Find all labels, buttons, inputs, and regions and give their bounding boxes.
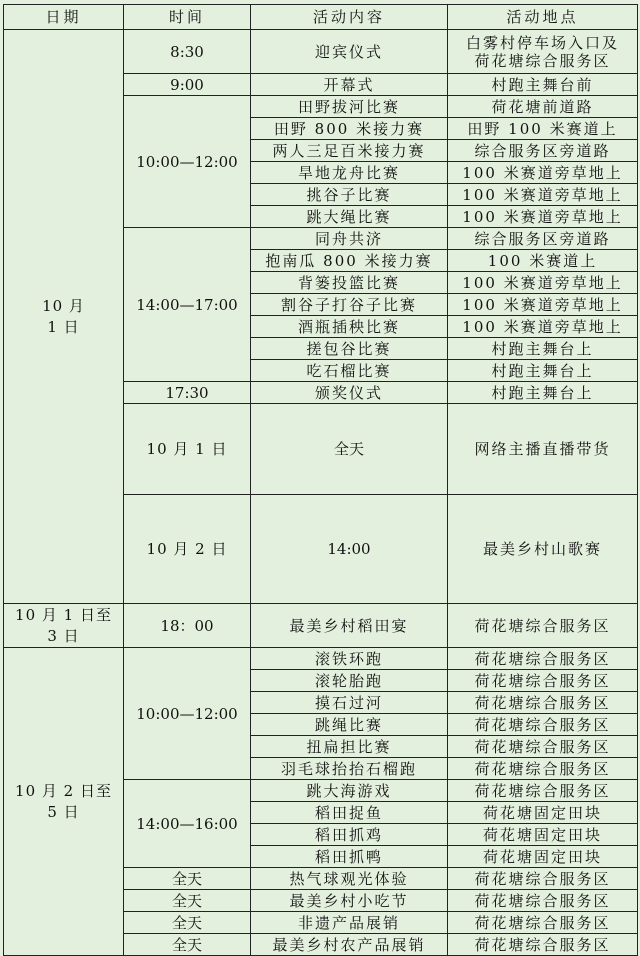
activity-cell: 同舟共济: [251, 228, 448, 250]
activity-cell: 稻田抓鸭: [251, 846, 448, 868]
activity-cell: 热气球观光体验: [251, 868, 448, 890]
location-cell: 荷花塘综合服务区: [448, 934, 638, 956]
activity-cell: 田野 800 米接力赛: [251, 118, 448, 140]
activity-cell: 羽毛球抬抬石榴跑: [251, 758, 448, 780]
header-location: 活动地点: [448, 5, 638, 30]
schedule-table: [3, 4, 638, 956]
time-cell: 10:00—12:00: [124, 648, 251, 780]
table-row: [4, 604, 638, 648]
activity-cell: 稻田抓鸡: [251, 824, 448, 846]
activity-cell: 最美乡村农产品展销: [251, 934, 448, 956]
location-cell: 荷花塘固定田块: [448, 802, 638, 824]
time-cell: 18：00: [124, 604, 251, 648]
header-date: 日期: [4, 5, 124, 30]
activity-cell: 最美乡村小吃节: [251, 890, 448, 912]
location-cell: 综合服务区旁道路: [448, 228, 638, 250]
activity-cell: 抱南瓜 800 米接力赛: [251, 250, 448, 272]
location-cell: 荷花塘综合服务区: [448, 736, 638, 758]
location-cell: 村跑主舞台上: [448, 360, 638, 382]
location-cell: 村跑主舞台上: [448, 338, 638, 360]
activity-cell: 开幕式: [251, 74, 448, 96]
header-activity: 活动内容: [251, 5, 448, 30]
location-cell: 100 米赛道上: [448, 250, 638, 272]
activity-cell: 滚铁环跑: [251, 648, 448, 670]
location-cell: 白雾村停车场入口及 荷花塘综合服务区: [448, 30, 638, 74]
time-cell: 17:30: [124, 382, 251, 404]
activity-cell: 最美乡村稻田宴: [251, 604, 448, 648]
time-cell: 14:00—16:00: [124, 780, 251, 868]
activity-cell: 最美乡村山歌赛: [448, 495, 638, 604]
time-cell: 全天: [124, 934, 251, 956]
date-cell: 10 月 1 日至 3 日: [4, 604, 124, 648]
location-cell: 荷花塘固定田块: [448, 846, 638, 868]
header-time: 时间: [124, 5, 251, 30]
activity-cell: 网络主播直播带货: [448, 404, 638, 495]
activity-cell: 两人三足百米接力赛: [251, 140, 448, 162]
time-cell: 全天: [124, 868, 251, 890]
time-cell: 14:00—17:00: [124, 228, 251, 382]
location-cell: 100 米赛道旁草地上: [448, 206, 638, 228]
activity-cell: 酒瓶插秧比赛: [251, 316, 448, 338]
activity-cell: 滚轮胎跑: [251, 670, 448, 692]
header-row: [4, 5, 638, 30]
time-cell: 全天: [124, 890, 251, 912]
date-cell: 10 月 1 日: [124, 404, 251, 495]
date-cell: 10 月 1 日: [4, 30, 124, 604]
location-cell: 100 米赛道旁草地上: [448, 184, 638, 206]
time-cell: 全天: [251, 404, 448, 495]
location-cell: 荷花塘综合服务区: [448, 912, 638, 934]
location-cell: 荷花塘综合服务区: [448, 780, 638, 802]
activity-cell: 颁奖仪式: [251, 382, 448, 404]
time-cell: 8:30: [124, 30, 251, 74]
time-cell: 14:00: [251, 495, 448, 604]
activity-cell: 扭扁担比赛: [251, 736, 448, 758]
activity-cell: 搓包谷比赛: [251, 338, 448, 360]
activity-cell: 跳绳比赛: [251, 714, 448, 736]
location-cell: 荷花塘综合服务区: [448, 868, 638, 890]
location-cell: 100 米赛道旁草地上: [448, 272, 638, 294]
activity-cell: 跳大绳比赛: [251, 206, 448, 228]
time-cell: 全天: [124, 912, 251, 934]
activity-cell: 挑谷子比赛: [251, 184, 448, 206]
location-cell: 100 米赛道旁草地上: [448, 294, 638, 316]
location-cell: 荷花塘综合服务区: [448, 758, 638, 780]
location-cell: 村跑主舞台前: [448, 74, 638, 96]
date-cell: 10 月 2 日至 5 日: [4, 648, 124, 956]
activity-cell: 迎宾仪式: [251, 30, 448, 74]
location-cell: 荷花塘综合服务区: [448, 890, 638, 912]
time-cell: 9:00: [124, 74, 251, 96]
table-row: [4, 648, 638, 670]
activity-cell: 吃石榴比赛: [251, 360, 448, 382]
location-cell: 综合服务区旁道路: [448, 140, 638, 162]
location-cell: 荷花塘综合服务区: [448, 714, 638, 736]
location-cell: 田野 100 米赛道上: [448, 118, 638, 140]
location-cell: 荷花塘固定田块: [448, 824, 638, 846]
location-cell: 荷花塘综合服务区: [448, 670, 638, 692]
location-cell: 村跑主舞台上: [448, 382, 638, 404]
activity-cell: 稻田捉鱼: [251, 802, 448, 824]
activity-cell: 摸石过河: [251, 692, 448, 714]
location-cell: 荷花塘综合服务区: [448, 692, 638, 714]
activity-cell: 背篓投篮比赛: [251, 272, 448, 294]
location-cell: 100 米赛道旁草地上: [448, 162, 638, 184]
activity-cell: 跳大海游戏: [251, 780, 448, 802]
location-cell: 荷花塘综合服务区: [448, 604, 638, 648]
activity-cell: 田野拔河比赛: [251, 96, 448, 118]
location-cell: 100 米赛道旁草地上: [448, 316, 638, 338]
time-cell: 10:00—12:00: [124, 96, 251, 228]
activity-cell: 旱地龙舟比赛: [251, 162, 448, 184]
date-cell: 10 月 2 日: [124, 495, 251, 604]
activity-cell: 割谷子打谷子比赛: [251, 294, 448, 316]
activity-cell: 非遗产品展销: [251, 912, 448, 934]
table-row: [4, 30, 638, 74]
location-cell: 荷花塘前道路: [448, 96, 638, 118]
location-cell: 荷花塘综合服务区: [448, 648, 638, 670]
